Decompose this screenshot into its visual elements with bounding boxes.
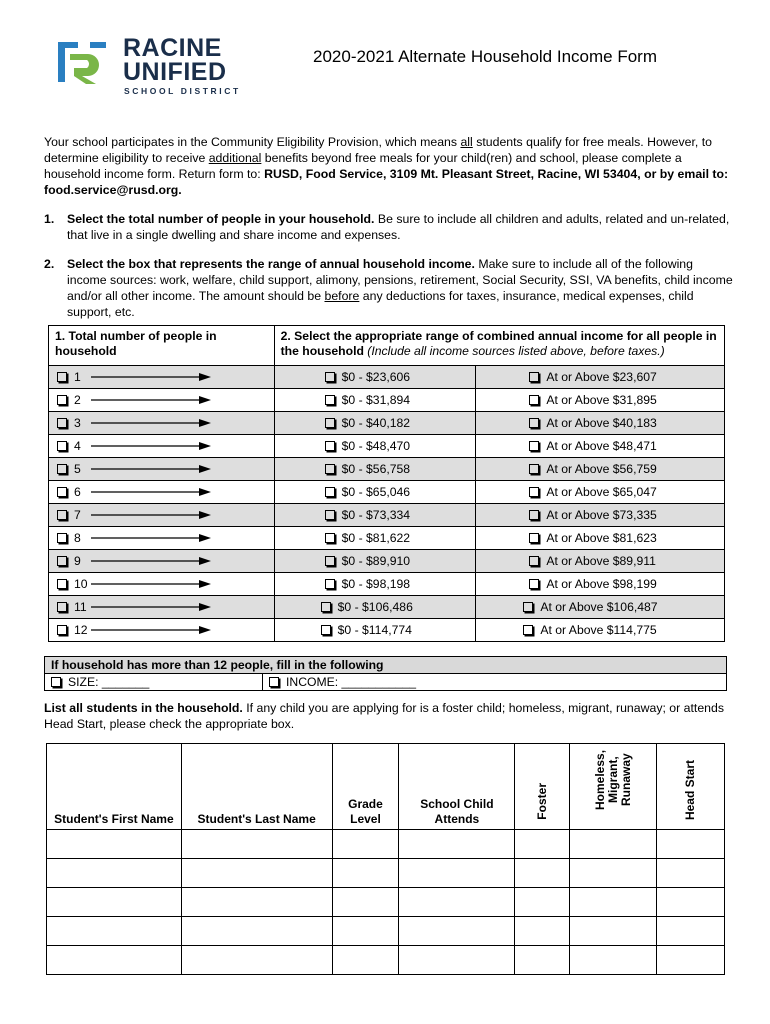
income-above-value: At or Above $40,183 <box>546 416 657 430</box>
school-cell[interactable] <box>399 917 515 946</box>
income-range-value: $0 - $114,774 <box>337 623 412 637</box>
last-name-cell[interactable] <box>181 830 332 859</box>
income-range-option[interactable] <box>274 412 476 435</box>
household-size-option[interactable] <box>49 619 275 642</box>
household-size-option[interactable] <box>49 527 275 550</box>
income-above-value: At or Above $98,199 <box>546 577 657 591</box>
arrow-right-icon <box>91 533 211 543</box>
income-above-option[interactable] <box>476 458 725 481</box>
last-name-cell[interactable] <box>181 917 332 946</box>
income-above-option[interactable] <box>476 412 725 435</box>
income-above-value: At or Above $106,487 <box>540 600 658 614</box>
household-size-value: 11 <box>74 600 87 614</box>
checkbox-icon[interactable] <box>529 372 539 382</box>
household-size-option[interactable] <box>49 458 275 481</box>
income-range-option[interactable] <box>274 573 476 596</box>
last-name-header: Student's Last Name <box>181 744 332 830</box>
first-name-cell[interactable] <box>47 917 182 946</box>
income-above-option[interactable] <box>476 619 725 642</box>
checkbox-icon[interactable] <box>325 579 335 589</box>
student-row <box>47 917 725 946</box>
student-row <box>47 888 725 917</box>
checkbox-icon[interactable] <box>529 579 539 589</box>
income-above-value: At or Above $56,759 <box>546 462 657 476</box>
foster-cell[interactable] <box>515 946 570 975</box>
grade-cell[interactable] <box>332 917 399 946</box>
intro-paragraph: Your school participates in the Community Eligibility Provision, which means all students qualify for free meals. However, to determine eligibility to receive additional benefits beyond free meals for your child(ren) and school, please complete a household income form. Return form to: RUSD, Food Service, 3109 Mt. Pleasant Street, Racine, WI 53404, or by email to: food.service@rusd.org. <box>44 135 729 197</box>
income-above-value: At or Above $81,623 <box>546 531 657 545</box>
homeless-cell[interactable] <box>570 888 657 917</box>
foster-header: Foster <box>515 744 570 830</box>
household-size-value: 2 <box>74 393 81 407</box>
last-name-cell[interactable] <box>181 859 332 888</box>
checkbox-icon[interactable] <box>529 510 539 520</box>
arrow-right-icon <box>91 441 211 451</box>
first-name-cell[interactable] <box>47 888 182 917</box>
grade-cell[interactable] <box>332 888 399 917</box>
head-start-cell[interactable] <box>657 830 725 859</box>
checkbox-icon[interactable] <box>529 487 539 497</box>
arrow-right-icon <box>91 464 211 474</box>
school-cell[interactable] <box>399 830 515 859</box>
income-range-option[interactable] <box>274 504 476 527</box>
first-name-cell[interactable] <box>47 946 182 975</box>
checkbox-icon[interactable] <box>325 487 335 497</box>
arrow-right-icon <box>91 372 211 382</box>
income-above-option[interactable] <box>476 435 725 458</box>
head-start-cell[interactable] <box>657 859 725 888</box>
checkbox-icon[interactable] <box>523 602 533 612</box>
income-row <box>49 619 725 642</box>
household-size-value: 10 <box>74 577 88 591</box>
income-range-value: $0 - $98,198 <box>341 577 411 591</box>
income-range-value: $0 - $23,606 <box>341 370 411 384</box>
checkbox-icon[interactable] <box>57 625 67 635</box>
students-instructions: List all students in the household. If any child you are applying for is a foster child; homeless, migrant, runaway; or attends Head Start, please check the appropriate box. <box>44 701 724 731</box>
head-start-cell[interactable] <box>657 946 725 975</box>
checkbox-icon[interactable] <box>325 510 335 520</box>
last-name-cell[interactable] <box>181 888 332 917</box>
income-range-option[interactable] <box>274 481 476 504</box>
checkbox-icon[interactable] <box>57 602 67 612</box>
first-name-cell[interactable] <box>47 830 182 859</box>
students-table <box>46 743 725 975</box>
income-above-value: At or Above $23,607 <box>546 370 657 384</box>
checkbox-icon[interactable] <box>529 395 539 405</box>
income-range-option[interactable] <box>274 619 476 642</box>
grade-header: Grade Level <box>332 744 399 830</box>
checkbox-icon[interactable] <box>529 441 539 451</box>
income-range-value: $0 - $40,182 <box>341 416 411 430</box>
income-row <box>49 596 725 619</box>
income-range-value: $0 - $56,758 <box>341 462 411 476</box>
income-row <box>49 458 725 481</box>
large-household-section <box>44 656 727 691</box>
income-checkbox-icon[interactable] <box>269 677 279 687</box>
household-size-option[interactable] <box>49 504 275 527</box>
income-row <box>49 481 725 504</box>
school-cell[interactable] <box>399 946 515 975</box>
logo-text-racine: RACINE <box>123 34 222 62</box>
household-size-value: 6 <box>74 485 81 499</box>
checkbox-icon[interactable] <box>325 418 335 428</box>
income-above-option[interactable] <box>476 389 725 412</box>
checkbox-icon[interactable] <box>57 441 67 451</box>
income-row <box>49 412 725 435</box>
large-household-header: If household has more than 12 people, fill in the following <box>45 657 726 674</box>
household-size-value: 3 <box>74 416 81 430</box>
checkbox-icon[interactable] <box>57 579 67 589</box>
checkbox-icon[interactable] <box>57 556 67 566</box>
income-range-header: 2. Select the appropriate range of combined annual income for all people in the household (Include all income sources listed above, before taxes.) <box>274 326 724 366</box>
income-above-value: At or Above $65,047 <box>546 485 657 499</box>
first-name-cell[interactable] <box>47 859 182 888</box>
arrow-right-icon <box>91 625 211 635</box>
income-above-value: At or Above $48,471 <box>546 439 657 453</box>
checkbox-icon[interactable] <box>57 510 67 520</box>
income-table <box>48 325 725 642</box>
income-range-value: $0 - $31,894 <box>341 393 411 407</box>
income-range-option[interactable] <box>274 550 476 573</box>
size-field[interactable]: SIZE: _______ <box>45 674 263 690</box>
homeless-header: Homeless, Migrant, Runaway <box>570 744 657 830</box>
checkbox-icon[interactable] <box>321 625 331 635</box>
checkbox-icon[interactable] <box>523 625 533 635</box>
checkbox-icon[interactable] <box>325 395 335 405</box>
foster-cell[interactable] <box>515 859 570 888</box>
income-above-value: At or Above $31,895 <box>546 393 657 407</box>
foster-cell[interactable] <box>515 888 570 917</box>
checkbox-icon[interactable] <box>529 556 539 566</box>
household-size-option[interactable] <box>49 389 275 412</box>
income-above-option[interactable] <box>476 504 725 527</box>
homeless-cell[interactable] <box>570 859 657 888</box>
foster-cell[interactable] <box>515 917 570 946</box>
income-row <box>49 550 725 573</box>
checkbox-icon[interactable] <box>57 418 67 428</box>
income-row <box>49 573 725 596</box>
form-title: 2020-2021 Alternate Household Income Form <box>313 47 657 66</box>
household-size-value: 5 <box>74 462 81 476</box>
district-logo-icon <box>56 40 108 84</box>
arrow-right-icon <box>91 395 211 405</box>
grade-cell[interactable] <box>332 830 399 859</box>
head-start-header: Head Start <box>657 744 725 830</box>
income-above-option[interactable] <box>476 481 725 504</box>
income-range-value: $0 - $48,470 <box>341 439 411 453</box>
income-row <box>49 435 725 458</box>
grade-cell[interactable] <box>332 859 399 888</box>
student-row <box>47 946 725 975</box>
income-field[interactable]: INCOME: ___________ <box>263 674 422 690</box>
income-above-option[interactable] <box>476 550 725 573</box>
homeless-cell[interactable] <box>570 917 657 946</box>
school-header: School Child Attends <box>399 744 515 830</box>
arrow-right-icon <box>91 487 211 497</box>
household-size-value: 7 <box>74 508 81 522</box>
household-size-value: 1 <box>74 370 81 384</box>
income-above-value: At or Above $73,335 <box>546 508 657 522</box>
checkbox-icon[interactable] <box>529 418 539 428</box>
size-checkbox-icon[interactable] <box>51 677 61 687</box>
checkbox-icon[interactable] <box>321 602 331 612</box>
first-name-header: Student's First Name <box>47 744 182 830</box>
income-range-option[interactable] <box>274 458 476 481</box>
income-row <box>49 504 725 527</box>
head-start-cell[interactable] <box>657 888 725 917</box>
checkbox-icon[interactable] <box>57 487 67 497</box>
income-range-value: $0 - $73,334 <box>341 508 411 522</box>
household-size-value: 8 <box>74 531 81 545</box>
income-range-value: $0 - $65,046 <box>341 485 411 499</box>
step-1-instructions: 1. Select the total number of people in your household. Be sure to include all children and adults, related and un-related, that live in a single dwelling and share income and expenses. <box>44 212 730 242</box>
checkbox-icon[interactable] <box>325 533 335 543</box>
checkbox-icon[interactable] <box>529 533 539 543</box>
income-above-option[interactable] <box>476 596 725 619</box>
arrow-right-icon <box>91 418 211 428</box>
arrow-right-icon <box>91 556 211 566</box>
last-name-cell[interactable] <box>181 946 332 975</box>
household-size-option[interactable] <box>49 366 275 389</box>
household-size-option[interactable] <box>49 573 275 596</box>
homeless-cell[interactable] <box>570 830 657 859</box>
household-size-option[interactable] <box>49 435 275 458</box>
homeless-cell[interactable] <box>570 946 657 975</box>
checkbox-icon[interactable] <box>325 372 335 382</box>
checkbox-icon[interactable] <box>57 533 67 543</box>
income-range-option[interactable] <box>274 389 476 412</box>
income-row <box>49 389 725 412</box>
checkbox-icon[interactable] <box>325 441 335 451</box>
income-range-option[interactable] <box>274 366 476 389</box>
income-above-option[interactable] <box>476 573 725 596</box>
student-row <box>47 859 725 888</box>
arrow-right-icon <box>91 510 211 520</box>
household-size-option[interactable] <box>49 412 275 435</box>
step-2-instructions: 2. Select the box that represents the range of annual household income. Make sure to include all of the following income sources: work, welfare, child support, alimony, pensions, retirement, Social Security, SSI, VA benefits, child income and/or all other income. The amount should be before any deductions for taxes, insurance, medical expenses, child support, etc. <box>44 257 733 319</box>
income-range-value: $0 - $89,910 <box>341 554 411 568</box>
household-size-option[interactable] <box>49 596 275 619</box>
household-size-option[interactable] <box>49 481 275 504</box>
income-range-option[interactable] <box>274 596 476 619</box>
checkbox-icon[interactable] <box>57 372 67 382</box>
foster-cell[interactable] <box>515 830 570 859</box>
grade-cell[interactable] <box>332 946 399 975</box>
income-above-option[interactable] <box>476 366 725 389</box>
income-above-value: At or Above $114,775 <box>540 623 657 637</box>
school-cell[interactable] <box>399 859 515 888</box>
household-size-value: 9 <box>74 554 81 568</box>
checkbox-icon[interactable] <box>325 556 335 566</box>
arrow-right-icon <box>91 579 211 589</box>
income-row <box>49 366 725 389</box>
student-row <box>47 830 725 859</box>
checkbox-icon[interactable] <box>57 395 67 405</box>
household-size-value: 12 <box>74 623 88 637</box>
income-range-option[interactable] <box>274 435 476 458</box>
household-size-value: 4 <box>74 439 81 453</box>
school-cell[interactable] <box>399 888 515 917</box>
income-range-value: $0 - $106,486 <box>337 600 413 614</box>
income-row <box>49 527 725 550</box>
income-above-option[interactable] <box>476 527 725 550</box>
logo-text-unified: UNIFIED <box>123 58 227 86</box>
income-range-value: $0 - $81,622 <box>341 531 411 545</box>
checkbox-icon[interactable] <box>325 464 335 474</box>
household-size-header: 1. Total number of people in household <box>49 326 275 366</box>
income-above-value: At or Above $89,911 <box>546 554 656 568</box>
income-range-option[interactable] <box>274 527 476 550</box>
checkbox-icon[interactable] <box>529 464 539 474</box>
head-start-cell[interactable] <box>657 917 725 946</box>
arrow-right-icon <box>91 602 211 612</box>
household-size-option[interactable] <box>49 550 275 573</box>
checkbox-icon[interactable] <box>57 464 67 474</box>
logo-text-school-district: SCHOOL DISTRICT <box>124 86 241 96</box>
